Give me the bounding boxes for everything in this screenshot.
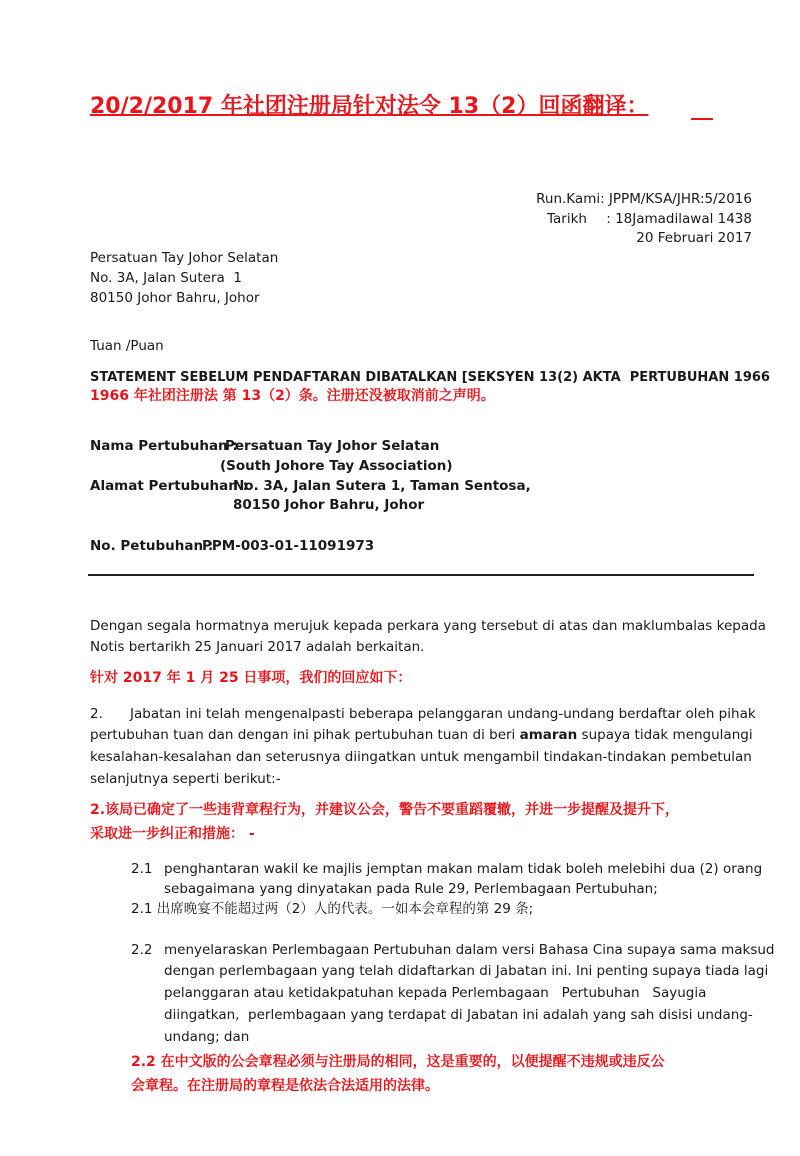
paragraph-2-line-1: Jabatan ini telah mengenalpasti beberapa pelanggaran undang-undang berdaftar oleh pihak xyxy=(130,706,756,722)
org-name-english: (South Johore Tay Association) xyxy=(220,458,453,474)
item-2-1-line-1: penghantaran wakil ke majlis jemptan makan malam tidak boleh melebihi dua (2) orang xyxy=(164,861,763,877)
paragraph-2-line-4: selanjutnya seperti berikut:- xyxy=(90,771,281,787)
tarikh-hijri-date: : 18Jamadilawal 1438 xyxy=(606,211,752,227)
paragraph-2-chinese-line-2: 采取进一步纠正和措施： - xyxy=(90,826,255,842)
intro-line-1: Dengan segala hormatnya merujuk kepada perkara yang tersebut di atas dan maklumbalas kepada xyxy=(90,618,766,634)
salutation: Tuan /Puan xyxy=(90,338,164,354)
addressee-name: Persatuan Tay Johor Selatan xyxy=(90,250,279,266)
item-2-2-line-4: diingatkan, perlembagaan yang terdapat di Jabatan ini adalah yang sah disisi undang- xyxy=(164,1007,753,1023)
subject-malay: STATEMENT SEBELUM PENDAFTARAN DIBATALKAN [SEKSYEN 13(2) AKTA PERTUBUHAN 1966 xyxy=(90,370,770,385)
item-2-2-number: 2.2 xyxy=(131,942,153,958)
title-underline xyxy=(691,118,713,120)
item-2-2-line-1: menyelaraskan Perlembagaan Pertubuhan dalam versi Bahasa Cina supaya sama maksud xyxy=(164,942,775,958)
org-address-label: Alamat Pertubuhan : xyxy=(90,478,248,494)
item-2-1-line-2: sebagaimana yang dinyatakan pada Rule 29, Perlembagaan Pertubuhan; xyxy=(164,881,658,897)
org-address-line1: No. 3A, Jalan Sutera 1, Taman Sentosa, xyxy=(233,478,531,494)
document-title: 20/2/2017 年社团注册局针对法令 13（2）回函翻译： xyxy=(90,94,649,119)
paragraph-2-chinese-line-1: 2.该局已确定了一些违背章程行为，并建议公会，警告不要重蹈覆辙，并进一步提醒及提升下， xyxy=(90,802,680,818)
org-name-value: Persatuan Tay Johor Selatan xyxy=(225,438,440,454)
item-2-2-chinese-line-2: 会章程。在注册局的章程是依法合法适用的法律。 xyxy=(131,1078,439,1094)
org-name-label: Nama Pertubuhan : xyxy=(90,438,238,454)
item-2-2-line-5: undang; dan xyxy=(164,1029,250,1045)
item-2-2-line-2: dengan perlembagaan yang telah didaftarkan di Jabatan ini. Ini penting supaya tiada lagi xyxy=(164,963,769,979)
gregorian-date: 20 Februari 2017 xyxy=(636,230,752,246)
paragraph-2-line-2-start: pertubuhan tuan dan dengan ini pihak pertubuhan tuan di beri xyxy=(90,727,520,743)
intro-chinese: 针对 2017 年 1 月 25 日事项，我们的回应如下： xyxy=(90,670,412,686)
addressee-city: 80150 Johor Bahru, Johor xyxy=(90,290,260,306)
subject-chinese: 1966 年社团注册法 第 13（2）条。注册还没被取消前之声明。 xyxy=(90,388,495,404)
reference-number: Run.Kami: JPPM/KSA/JHR:5/2016 xyxy=(536,191,752,207)
warning-word: amaran xyxy=(519,727,578,743)
paragraph-2-line-2-end: supaya tidak mengulangi xyxy=(577,727,753,743)
paragraph-2-line-3: kesalahan-kesalahan dan seterusnya diingatkan untuk mengambil tindakan-tindakan pembetulan xyxy=(90,749,752,765)
horizontal-divider xyxy=(88,574,754,576)
org-number-label: No. Petubuhan : xyxy=(90,538,214,554)
item-2-2-chinese-line-1: 2.2 在中文版的公会章程必须与注册局的相同，这是重要的，以便提醒不违规或违反公 xyxy=(131,1054,665,1070)
item-2-1-number: 2.1 xyxy=(131,861,153,877)
paragraph-2-line-2 xyxy=(90,726,753,744)
paragraph-2-number: 2. xyxy=(90,706,103,722)
org-address-line2: 80150 Johor Bahru, Johor xyxy=(233,497,425,513)
tarikh-label: Tarikh xyxy=(547,211,587,227)
item-2-1-chinese: 2.1 出席晚宴不能超过两（2）人的代表。一如本会章程的第 29 条; xyxy=(131,901,534,917)
addressee-street: No. 3A, Jalan Sutera 1 xyxy=(90,270,242,286)
org-number-value: PPM-003-01-11091973 xyxy=(202,538,375,554)
intro-line-2: Notis bertarikh 25 Januari 2017 adalah berkaitan. xyxy=(90,639,425,655)
item-2-2-line-3: pelanggaran atau ketidakpatuhan kepada Perlembagaan Pertubuhan Sayugia xyxy=(164,985,707,1001)
